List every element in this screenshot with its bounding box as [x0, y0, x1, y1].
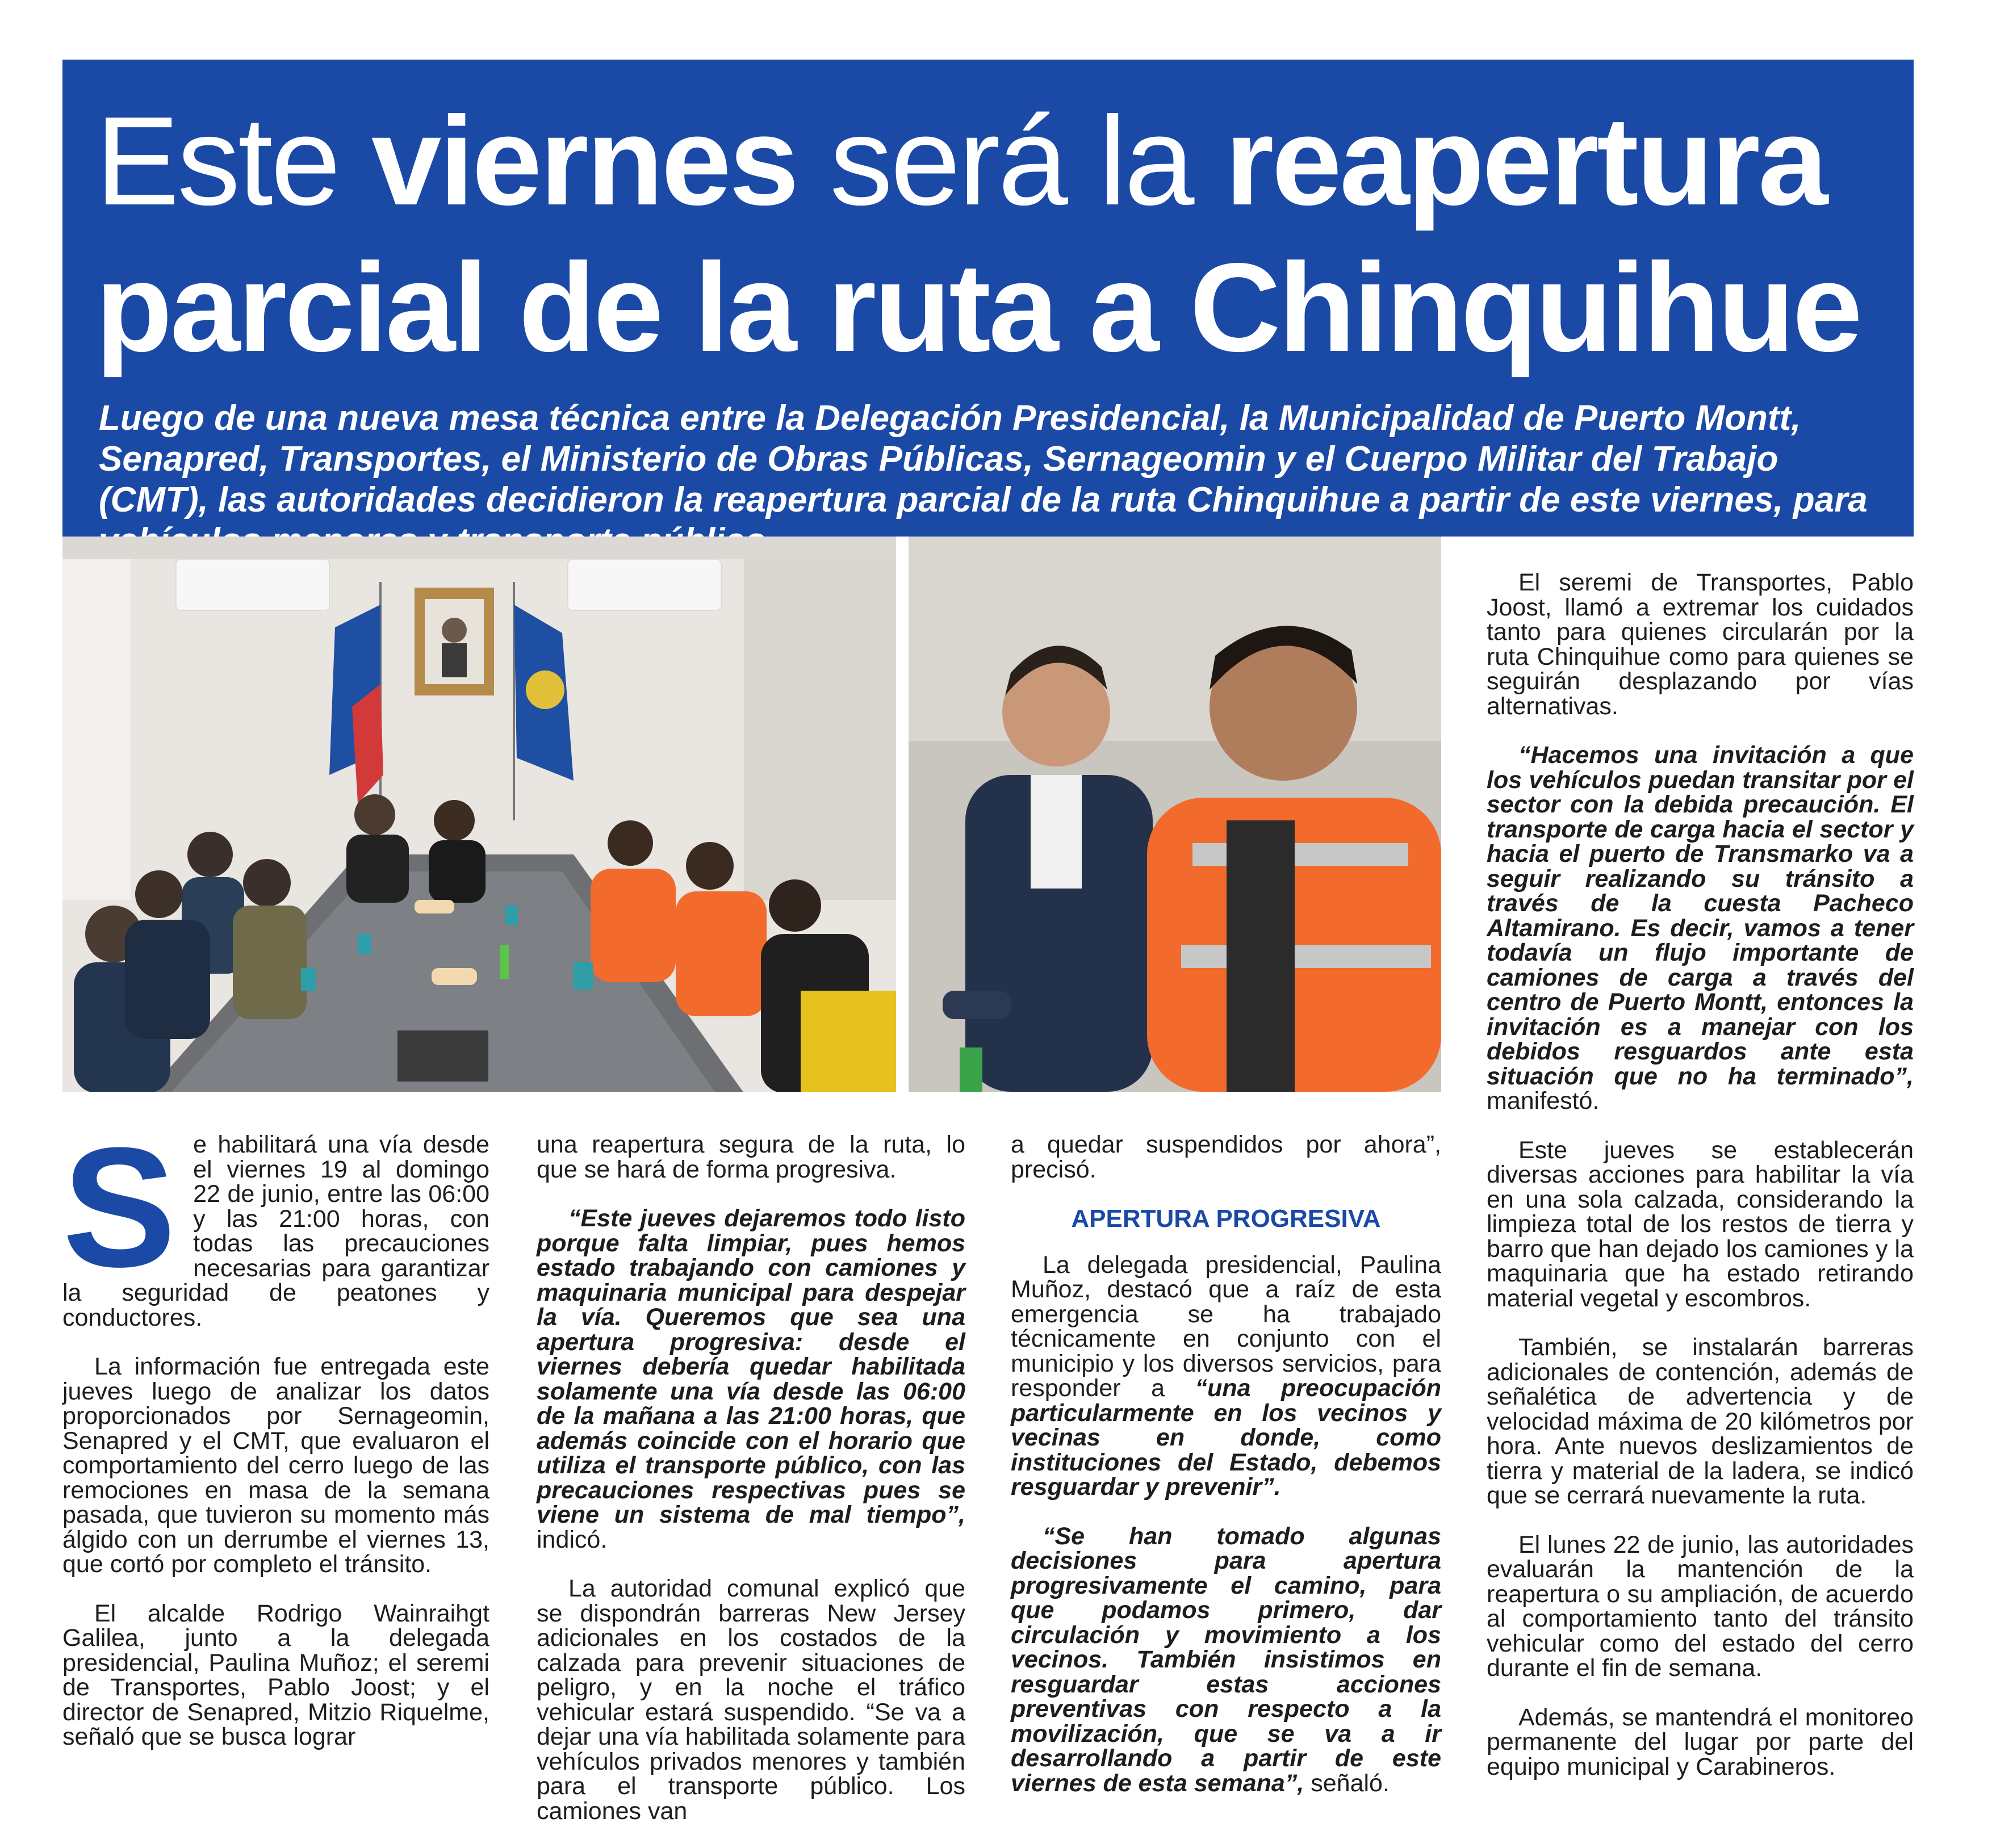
meeting-room-photo [62, 537, 896, 1092]
headline-part-bold: viernes [371, 91, 797, 232]
paragraph [1487, 743, 1914, 1114]
paragraph [537, 1206, 965, 1552]
column-4 [1487, 571, 1914, 1804]
drop-cap: S [62, 1112, 177, 1302]
headline-part: Este [95, 91, 371, 232]
paragraph: Este jueves se establecerán diversas acciones para habilitar la vía en una sola calzada, considerando la limpieza total de los restos de tierra y barro que han dejado los camiones y la maquinaria que ha estado retirando material vegetal y escombros. [1487, 1136, 1914, 1312]
paragraph: una reapertura segura de la ruta, lo que se hará de forma progresiva. [537, 1131, 965, 1183]
paragraph: a quedar suspendidos por ahora”, precisó. [1011, 1131, 1441, 1183]
column-2 [537, 1133, 965, 1848]
section-subtitle: APERTURA PROGRESIVA [1071, 1205, 1381, 1233]
quote: “Este jueves dejaremos todo listo porque falta limpiar, pues hemos estado trabajando con camiones y maquinaria municipal para despejar la vía. Queremos que sea una apertura progresiva: desde el viernes debería quedar habilitada solamente una vía desde las 06:00 de la mañana a las 21:00 horas, que además coincide con el horario que utiliza el transporte público, con las precauciones respectivas pues se viene un sistema de mal tiempo”, [537, 1205, 965, 1528]
quote: “una preocupación particularmente en los vecinos y vecinas en donde, como instituciones del Estado, debemos resguardar y prevenir”. [1011, 1375, 1441, 1501]
quote: “Se han tomado algunas decisiones para apertura progresivamente el camino, para que podamos primero, dar circulación y movimiento a los vecinos. También insistimos en resguardar estas acciones preventivas con respecto a la movilización, que se va a ir desarrollando a partir de este viernes de esta semana”, [1011, 1522, 1441, 1797]
paragraph: El seremi de Transportes, Pablo Joost, llamó a extremar los cuidados tanto para quienes circularán por la ruta Chinquihue como para quienes se seguirán desplazando por vías alternativas. [1487, 569, 1914, 720]
paragraph-text: indicó. [537, 1526, 608, 1553]
headline-part: será la [797, 91, 1225, 232]
paragraph: La autoridad comunal explicó que se dispondrán barreras New Jersey adicionales en los costados de la calzada para prevenir situaciones de peligro, y en la noche el tráfico vehicular estará suspendido. “Se va a dejar una vía habilitada solamente para vehículos privados menores y también para el transporte público. Los camiones van [537, 1575, 965, 1825]
quote: “Hacemos una invitación a que los vehículos puedan transitar por el sector con la debida precaución. El transporte de carga hacia el sector y hacia el puerto de Transmarko va a seguir realizando su tránsito a través de la cuesta Pacheco Altamirano. Es decir, vamos a tener todavía un flujo importante de camiones de carga a través del centro de Puerto Montt, entonces la invitación es a manejar con los debidos resguardos ante esta situación que no ha terminado”, [1487, 741, 1914, 1090]
headline [95, 88, 1881, 381]
paragraph [1011, 1253, 1441, 1500]
paragraph: El lunes 22 de junio, las autoridades evaluarán la mantención de la reapertura o su ampliación, de acuerdo al comportamiento tanto del tránsito vehicular como del estado del cerro durante el fin de semana. [1487, 1531, 1914, 1682]
paragraph-text: señaló. [1304, 1769, 1390, 1797]
paragraph [1011, 1524, 1441, 1796]
paragraph: La información fue entregada este jueves luego de analizar los datos proporcionados por Sernageomin, Senapred y el CMT, que evaluaron el comportamiento del cerro luego de las remociones en masa de la semana pasada, que tuvieron su momento más álgido con un derrumbe el viernes 13, que cortó por completo el tránsito. [62, 1353, 489, 1578]
officials-photo [909, 537, 1441, 1092]
paragraph [62, 1112, 489, 1331]
headline-banner [62, 60, 1914, 537]
paragraph-text: La delegada presidencial, Paulina Muñoz, destacó que a raíz de esta emergencia se ha trabajado técnicamente en conjunto con el municipio y los diversos servicios, para responder a [1011, 1251, 1441, 1402]
paragraph-text: e habilitará una vía desde el viernes 19 al domingo 22 de junio, entre las 06:00 y las 21:00 horas, con todas las precauciones necesarias para garantizar la seguridad de peatones y conductores. [62, 1131, 489, 1331]
headline-part-bold: reapertura [1225, 91, 1826, 232]
paragraph: El alcalde Rodrigo Wainraihgt Galilea, junto a la delegada presidencial, Paulina Muñoz; el seremi de Transportes, Pablo Joost; y el director de Senapred, Mitzio Riquelme, señaló que se busca lograr [62, 1599, 489, 1750]
paragraph-text: manifestó. [1487, 1087, 1600, 1114]
subhead: Luego de una nueva mesa técnica entre la Delegación Presidencial, la Municipalidad de Puerto Montt, Senapred, Transportes, el Ministerio de Obras Públicas, Sernageomin y el Cuerpo Militar del Trabajo (CMT), las autoridades decidieron la reapertura parcial de la ruta Chinquihue a partir de este viernes, para [99, 399, 1868, 519]
paragraph: Además, se mantendrá el monitoreo permanente del lugar por parte del equipo municipal y Carabineros. [1487, 1703, 1914, 1780]
headline-part-bold: parcial de la ruta a Chinquihue [95, 237, 1861, 378]
column-3 [1011, 1133, 1441, 1820]
column-1 [62, 1112, 489, 1774]
paragraph: También, se instalarán barreras adicionales de contención, además de señalética de advertencia y de velocidad máxima de 20 kilómetros por hora. Ante nuevos deslizamientos de tierra y material de la ladera, se indicó que se cerrará nuevamente la ruta. [1487, 1334, 1914, 1509]
